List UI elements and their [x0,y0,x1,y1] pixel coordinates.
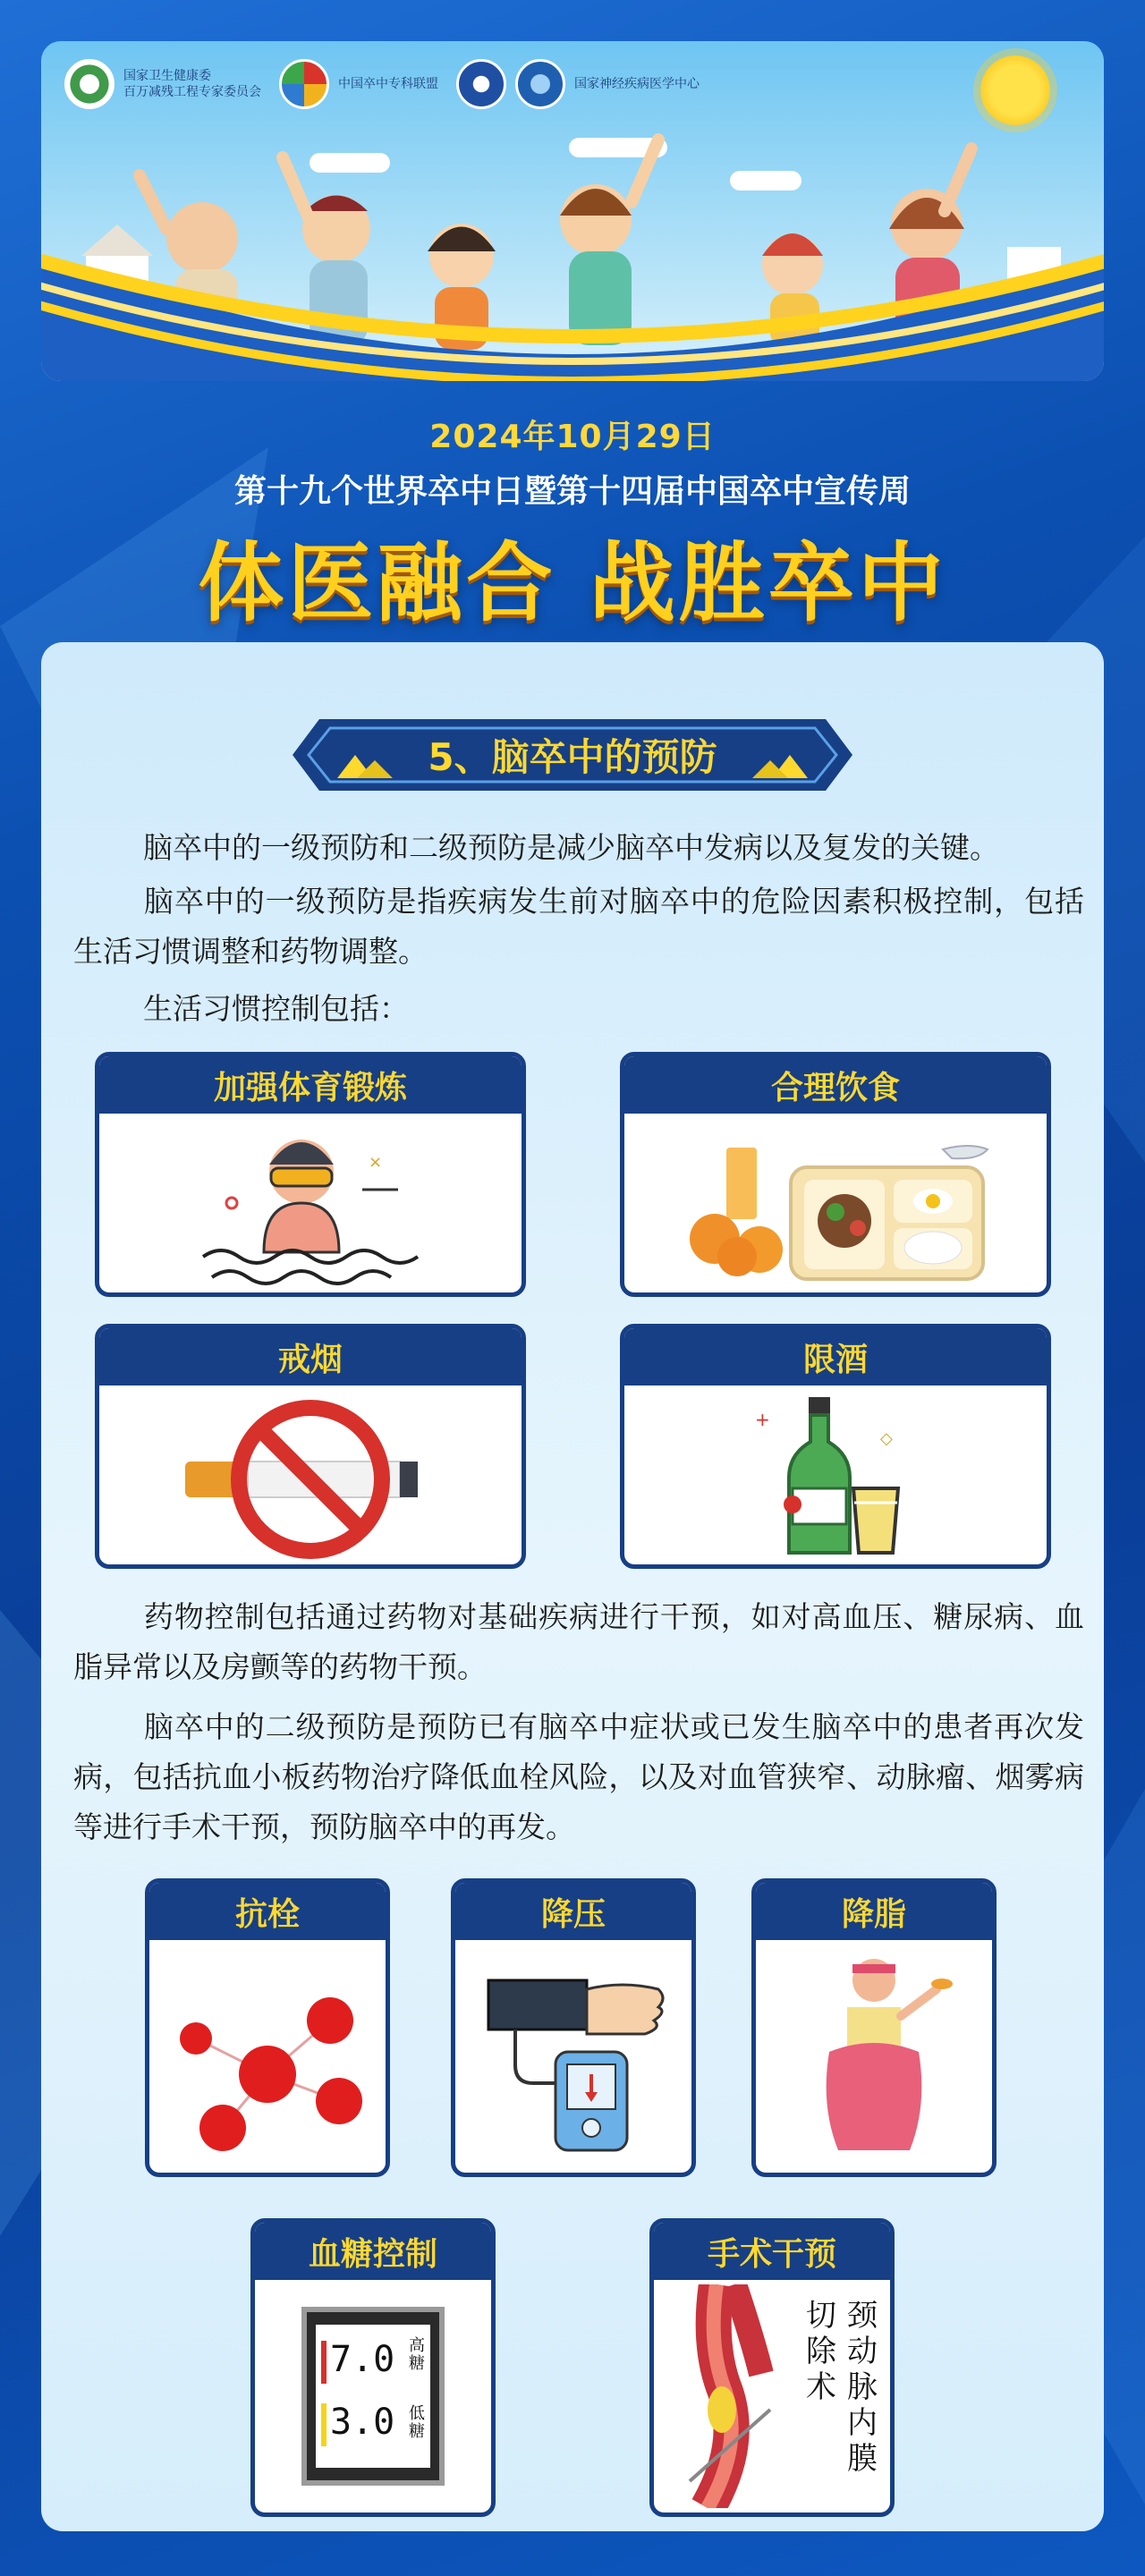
card-blood-glucose-title: 血糖控制 [255,2223,491,2280]
logo-nhc-line2: 百万减残工程专家委员会 [123,85,261,99]
slim-woman-icon [776,1945,972,2168]
event-date: 2024年10月29日 [429,419,716,455]
logo-nhc-line1: 国家卫生健康委 [123,69,211,83]
glucose-high-value: 7.0 [330,2339,395,2380]
paragraph-5 [73,1702,1084,1852]
header-banner [41,41,1104,381]
card-lower-blood-pressure-title: 降压 [455,1883,691,1940]
surgery-label-col1: 切除术 [806,2298,836,2405]
card-blood-glucose [250,2218,496,2517]
paragraph-4-text: 药物控制包括通过药物对基础疾病进行干预，如对高血压、糖尿病、血脂异常以及房颤等的药物干预。 [73,1599,1084,1684]
paragraph-4 [73,1592,1084,1692]
card-lower-blood-pressure [451,1878,696,2177]
svg-text:+: + [755,1409,770,1430]
card-diet-title: 合理饮食 [624,1056,1047,1114]
section-title: 5、脑卒中的预防 [428,735,717,779]
card-diet [620,1052,1051,1297]
glucose-high-label: 高糖 [409,2336,425,2373]
glucose-low-label: 低糖 [409,2404,425,2441]
title-area [0,411,1145,638]
logo-neuro-center-text: 国家神经疾病医学中心 [574,77,700,91]
paragraph-3-text: 生活习惯控制包括： [143,991,409,1026]
glucose-meter-icon [301,2307,445,2486]
meal-tray-icon [674,1123,997,1284]
glucose-low-value: 3.0 [330,2402,395,2443]
paragraph-1 [73,823,1084,873]
card-limit-alcohol [620,1324,1051,1569]
paragraph-2 [73,877,1084,977]
svg-text:×: × [369,1153,383,1172]
artery-surgery-icon [663,2284,797,2508]
card-lower-lipids-title: 降脂 [756,1883,992,1940]
card-exercise [95,1052,526,1297]
paragraph-5-text: 脑卒中的二级预防是预防已有脑卒中症状或已发生脑卒中的患者再次发病，包括抗血小板药物治疗降低血栓风险，以及对血管狭窄、动脉瘤、烟雾病等进行手术干预，预防脑卒中的再发。 [73,1709,1084,1844]
paragraph-1-text: 脑卒中的一级预防和二级预防是减少脑卒中发病以及复发的关键。 [143,830,999,865]
card-antithrombotic [145,1878,390,2177]
blood-pressure-monitor-icon [462,1945,685,2168]
bottle-icon [746,1390,925,1560]
card-lower-lipids [751,1878,997,2177]
card-quit-smoking-title: 戒烟 [99,1328,522,1385]
clot-molecule-icon [160,1949,375,2164]
card-surgery-title: 手术干预 [654,2223,890,2280]
card-antithrombotic-title: 抗栓 [149,1883,386,1940]
card-exercise-title: 加强体育锻炼 [99,1056,522,1114]
paragraph-3 [73,984,1084,1034]
main-title: 体医融合 战胜卒中 [198,533,947,633]
no-smoking-icon [176,1390,445,1560]
card-limit-alcohol-title: 限酒 [624,1328,1047,1385]
section-title-ribbon [293,714,852,796]
paragraph-2-text: 脑卒中的一级预防是指疾病发生前对脑卒中的危险因素积极控制，包括生活习惯调整和药物调整。 [73,884,1084,969]
event-subtitle: 第十九个世界卒中日暨第十四届中国卒中宣传周 [233,473,911,510]
card-surgery [649,2218,895,2517]
exercising-family-illustration [41,41,1104,381]
surgery-label-col2: 颈动脉内膜 [847,2298,878,2477]
svg-text:◇: ◇ [880,1429,893,1448]
swimmer-icon [194,1118,427,1288]
card-quit-smoking [95,1324,526,1569]
logo-stroke-alliance-text: 中国卒中专科联盟 [338,77,438,91]
